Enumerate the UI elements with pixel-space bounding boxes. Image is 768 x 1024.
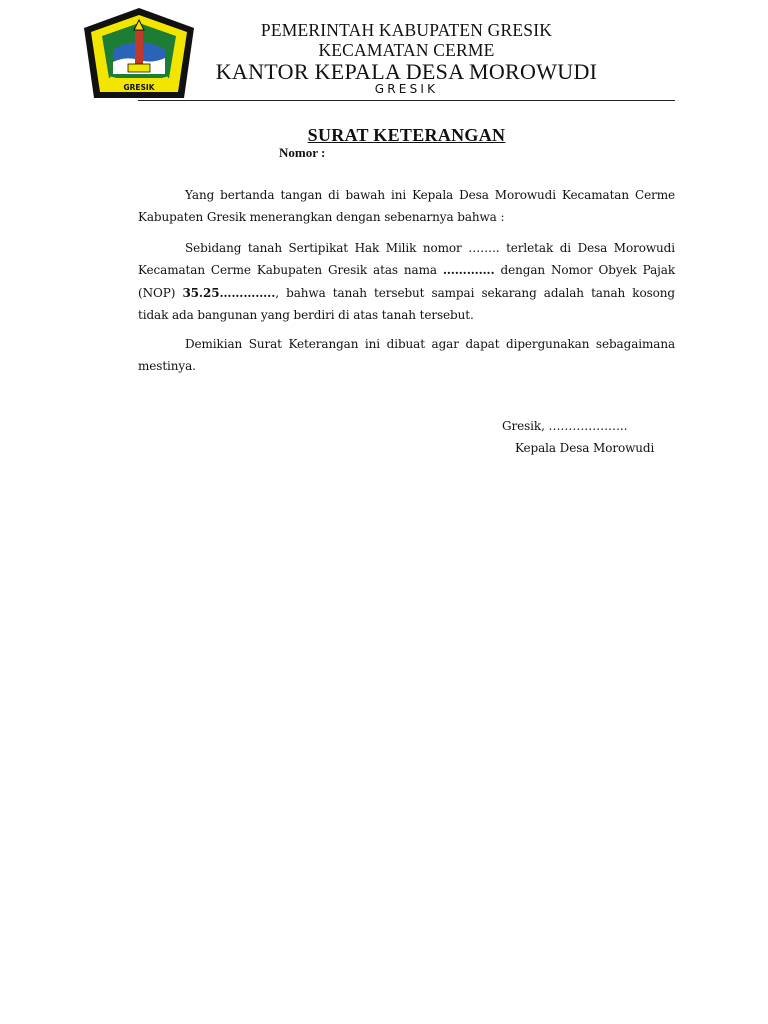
land-text-part1: Sebidang tanah Sertipikat Hak Milik nomor …….. terletak di Desa Morowudi Kecamatan Cerme Kabupaten Gresik atas nama bbox=[138, 241, 675, 278]
nop-number: 35.25………….. bbox=[182, 285, 276, 300]
paragraph-closing: Demikian Surat Keterangan ini dibuat agar dapat dipergunakan sebagaimana mestinya. bbox=[138, 337, 675, 374]
land-text-part3: , bahwa tanah tersebut sampai sekarang adalah tanah kosong tidak ada bangunan yang berdiri di atas tanah tersebut. bbox=[138, 285, 675, 322]
letterhead-office: KANTOR KEPALA DESA MOROWUDI bbox=[215, 59, 598, 84]
signature-title: Kepala Desa Morowudi bbox=[515, 441, 655, 455]
letterhead-divider bbox=[138, 100, 675, 101]
letterhead-city: GRESIK bbox=[374, 82, 439, 96]
paragraph-land-statement bbox=[138, 237, 675, 326]
land-text-part2: dengan Nomor Obyek Pajak (NOP) bbox=[138, 263, 675, 300]
svg-text:GRESIK: GRESIK bbox=[123, 83, 155, 92]
letterhead-government: PEMERINTAH KABUPATEN GRESIK bbox=[260, 20, 553, 40]
owner-name-blank: …………. bbox=[442, 263, 495, 278]
signature-place-date: Gresik, ……………….. bbox=[502, 419, 628, 433]
document-title: SURAT KETERANGAN bbox=[307, 125, 506, 145]
paragraph-opening: Yang bertanda tangan di bawah ini Kepala Desa Morowudi Kecamatan Cerme Kabupaten Gresik menerangkan dengan sebenarnya bahwa : bbox=[138, 188, 675, 225]
document-number-label: Nomor : bbox=[279, 145, 326, 160]
letterhead-district: KECAMATAN CERME bbox=[318, 40, 495, 60]
